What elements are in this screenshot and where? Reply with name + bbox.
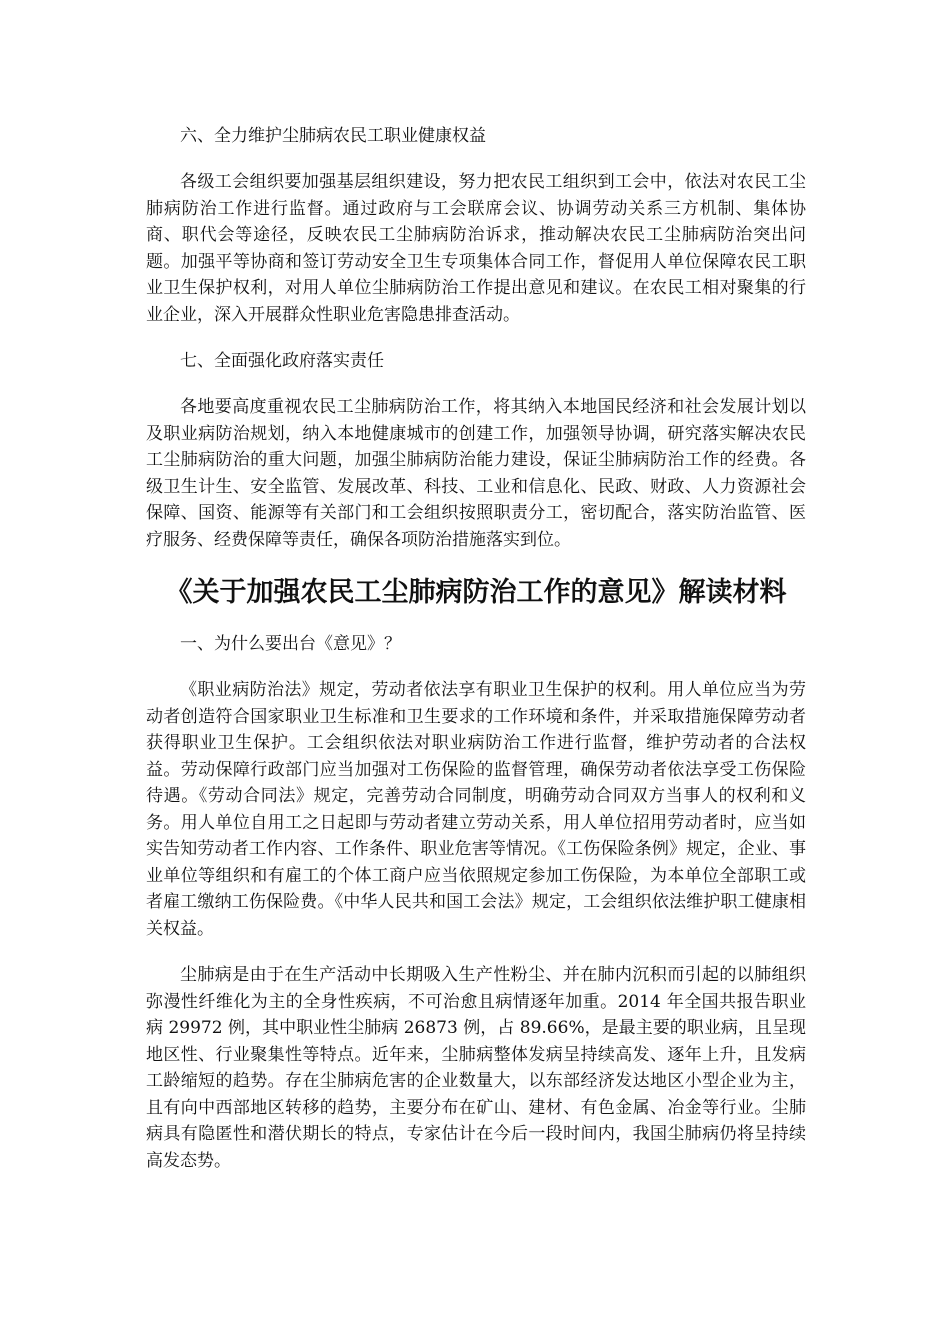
interpretation-paragraph-1: 《职业病防治法》规定，劳动者依法享有职业卫生保护的权利。用人单位应当为劳动者创造符合国家职业卫生标准和卫生要求的工作环境和条件，并采取措施保障劳动者获得职业卫生保护。工会组织依法对职业病防治工作进行监督，维护劳动者的合法权益。劳动保障行政部门应当加强对工伤保险的监督管理，确保劳动者依法享受工伤保险待遇。《劳动合同法》规定，完善劳动合同制度，明确劳动合同双方当事人的权利和义务。用人单位自用工之日起即与劳动者建立劳动关系，用人单位招用劳动者时，应当如实告知劳动者工作内容、工作条件、职业危害等情况。《工伤保险条例》规定，企业、事业单位等组织和有雇工的个体工商户应当依照规定参加工伤保险，为本单位全部职工或者雇工缴纳工伤保险费。《中华人民共和国工会法》规定，工会组织依法维护职工健康相关权益。 [146, 680, 806, 939]
interpretation-heading-1: 一、为什么要出台《意见》？ [180, 634, 401, 654]
section-paragraph-7: 各地要高度重视农民工尘肺病防治工作，将其纳入本地国民经济和社会发展计划以及职业病防治规划，纳入本地健康城市的创建工作，加强领导协调，研究落实解决农民工尘肺病防治的重大问题，加强尘肺病防治能力建设，保证尘肺病防治工作的经费。各级卫生计生、安全监管、发展改革、科技、工业和信息化、民政、财政、人力资源社会保障、国资、能源等有关部门和工会组织按照职责分工，密切配合，落实防治监管、医疗服务、经费保障等责任，确保各项防治措施落实到位。 [146, 397, 806, 550]
document-title: 《关于加强农民工尘肺病防治工作的意见》解读材料 [165, 577, 787, 608]
interpretation-paragraph-2: 尘肺病是由于在生产活动中长期吸入生产性粉尘、并在肺内沉积而引起的以肺组织弥漫性纤维化为主的全身性疾病，不可治愈且病情逐年加重。2014 年全国共报告职业病 29972 例，其中职业性尘肺病 26873 例，占 89.66%，是最主要的职业病，且呈现地区性、行业聚集性等特点。近年来，尘肺病整体发病呈持续高发、逐年上升，且发病工龄缩短的趋势。存在尘肺病危害的企业数量大，以东部经济发达地区小型企业为主，且有向中西部地区转移的趋势，主要分布在矿山、建材、有色金属、冶金等行业。尘肺病具有隐匿性和潜伏期长的特点，专家估计在今后一段时间内，我国尘肺病仍将呈持续高发态势。 [146, 965, 806, 1171]
section-heading-7: 七、全面强化政府落实责任 [180, 351, 384, 371]
section-paragraph-6: 各级工会组织要加强基层组织建设，努力把农民工组织到工会中，依法对农民工尘肺病防治工作进行监督。通过政府与工会联席会议、协调劳动关系三方机制、集体协商、职代会等途径，反映农民工尘肺病防治诉求，推动解决农民工尘肺病防治突出问题。加强平等协商和签订劳动安全卫生专项集体合同工作，督促用人单位保障农民工职业卫生保护权利，对用人单位尘肺病防治工作提出意见和建议。在农民工相对聚集的行业企业，深入开展群众性职业危害隐患排查活动。 [146, 172, 806, 325]
section-heading-6: 六、全力维护尘肺病农民工职业健康权益 [180, 126, 486, 146]
document-body [146, 123, 806, 1194]
